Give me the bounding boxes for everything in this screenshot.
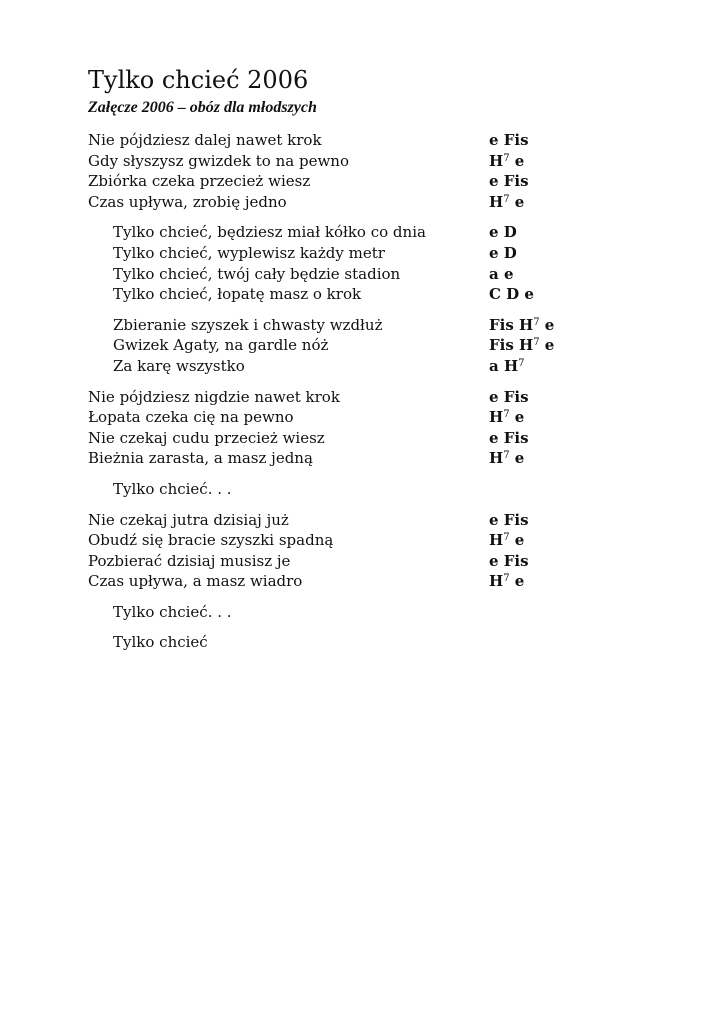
lyric-text: Tylko chcieć, łopatę masz o krok bbox=[113, 285, 362, 304]
lyric-text: Łopata czeka cię na pewno bbox=[88, 408, 294, 427]
chord-symbols: e Fis bbox=[489, 428, 529, 447]
lyric-text: Nie pójdziesz nigdzie nawet krok bbox=[88, 387, 340, 406]
lyric-line bbox=[88, 510, 688, 531]
song-title: Tylko chcieć 2006 bbox=[88, 66, 309, 94]
lyric-text: Za karę wszystko bbox=[113, 356, 245, 375]
verse-stanza bbox=[88, 510, 688, 592]
lyric-text: Zbiórka czeka przecież wiesz bbox=[88, 172, 311, 191]
lyric-text: Czas upływa, zrobię jedno bbox=[88, 192, 287, 211]
lyric-line bbox=[88, 222, 688, 243]
lyric-text: Tylko chcieć bbox=[113, 633, 208, 652]
chord-symbols: $H^7$ e bbox=[489, 449, 525, 468]
chord-symbols: e Fis bbox=[489, 172, 529, 191]
chord-symbols: e D bbox=[489, 243, 517, 262]
lyric-text: Pozbierać dzisiaj musisz je bbox=[88, 551, 291, 570]
lyric-text: Bieżnia zarasta, a masz jedną bbox=[88, 449, 313, 468]
verse-stanza bbox=[88, 387, 688, 469]
lyric-text: Nie czekaj cudu przecież wiesz bbox=[88, 428, 325, 447]
lyric-line bbox=[88, 171, 688, 192]
lyric-line bbox=[88, 264, 688, 285]
lyric-line bbox=[88, 448, 688, 469]
chord-symbols: e Fis bbox=[489, 387, 529, 406]
lyric-line bbox=[88, 192, 688, 213]
chord-symbols: $H^7$ e bbox=[489, 531, 525, 550]
lyric-text: Obudź się bracie szyszki spadną bbox=[88, 531, 334, 550]
lyric-text: Gwizek Agaty, na gardle nóż bbox=[113, 336, 329, 355]
chorus-stanza bbox=[88, 632, 688, 653]
lyric-line bbox=[88, 243, 688, 264]
lyric-line bbox=[88, 151, 688, 172]
lyric-line bbox=[88, 479, 688, 500]
lyric-line bbox=[88, 530, 688, 551]
lyrics-body bbox=[88, 130, 688, 653]
chord-symbols: Fis $H^7$ e bbox=[489, 315, 555, 334]
chord-symbols: Fis $H^7$ e bbox=[489, 336, 555, 355]
lyric-text: Nie czekaj jutra dzisiaj już bbox=[88, 510, 289, 529]
chorus-stanza bbox=[88, 602, 688, 623]
chorus-stanza bbox=[88, 479, 688, 500]
lyric-text: Czas upływa, a masz wiadro bbox=[88, 572, 303, 591]
lyric-line bbox=[88, 130, 688, 151]
lyric-line bbox=[88, 602, 688, 623]
lyric-text: Tylko chcieć. . . bbox=[113, 602, 232, 621]
chord-symbols: a $H^7$ bbox=[489, 356, 525, 375]
lyric-line bbox=[88, 428, 688, 449]
chord-symbols: $H^7$ e bbox=[489, 408, 525, 427]
chord-symbols: $H^7$ e bbox=[489, 192, 525, 211]
lyric-text: Tylko chcieć, będziesz miał kółko co dnia bbox=[113, 223, 426, 242]
song-subtitle: Załęcze 2006 – obóz dla młodszych bbox=[88, 99, 317, 116]
chord-symbols: a e bbox=[489, 264, 514, 283]
lyric-text: Nie pójdziesz dalej nawet krok bbox=[88, 131, 322, 149]
lyric-line bbox=[88, 632, 688, 653]
lyric-line bbox=[88, 387, 688, 408]
lyric-line bbox=[88, 315, 688, 336]
verse-stanza bbox=[88, 130, 688, 212]
chord-symbols: $H^7$ e bbox=[489, 572, 525, 591]
lyric-text: Tylko chcieć. . . bbox=[113, 479, 232, 498]
chorus-stanza bbox=[88, 315, 688, 377]
lyric-line bbox=[88, 356, 688, 377]
chord-symbols: e Fis bbox=[489, 131, 529, 149]
lyric-line bbox=[88, 571, 688, 592]
lyric-line bbox=[88, 284, 688, 305]
lyric-line bbox=[88, 335, 688, 356]
lyric-text: Tylko chcieć, twój cały będzie stadion bbox=[113, 264, 401, 283]
song-sheet bbox=[88, 64, 688, 663]
chord-symbols: $H^7$ e bbox=[489, 151, 525, 170]
chorus-stanza bbox=[88, 222, 688, 304]
chord-symbols: e Fis bbox=[489, 510, 529, 529]
lyric-line bbox=[88, 407, 688, 428]
lyric-text: Gdy słyszysz gwizdek to na pewno bbox=[88, 151, 349, 170]
lyric-text: Zbieranie szyszek i chwasty wzdłuż bbox=[113, 315, 383, 334]
lyric-line bbox=[88, 551, 688, 572]
chord-symbols: e D bbox=[489, 223, 517, 242]
lyric-text: Tylko chcieć, wyplewisz każdy metr bbox=[113, 243, 385, 262]
chord-symbols: e Fis bbox=[489, 551, 529, 570]
chord-symbols: C D e bbox=[489, 285, 534, 304]
